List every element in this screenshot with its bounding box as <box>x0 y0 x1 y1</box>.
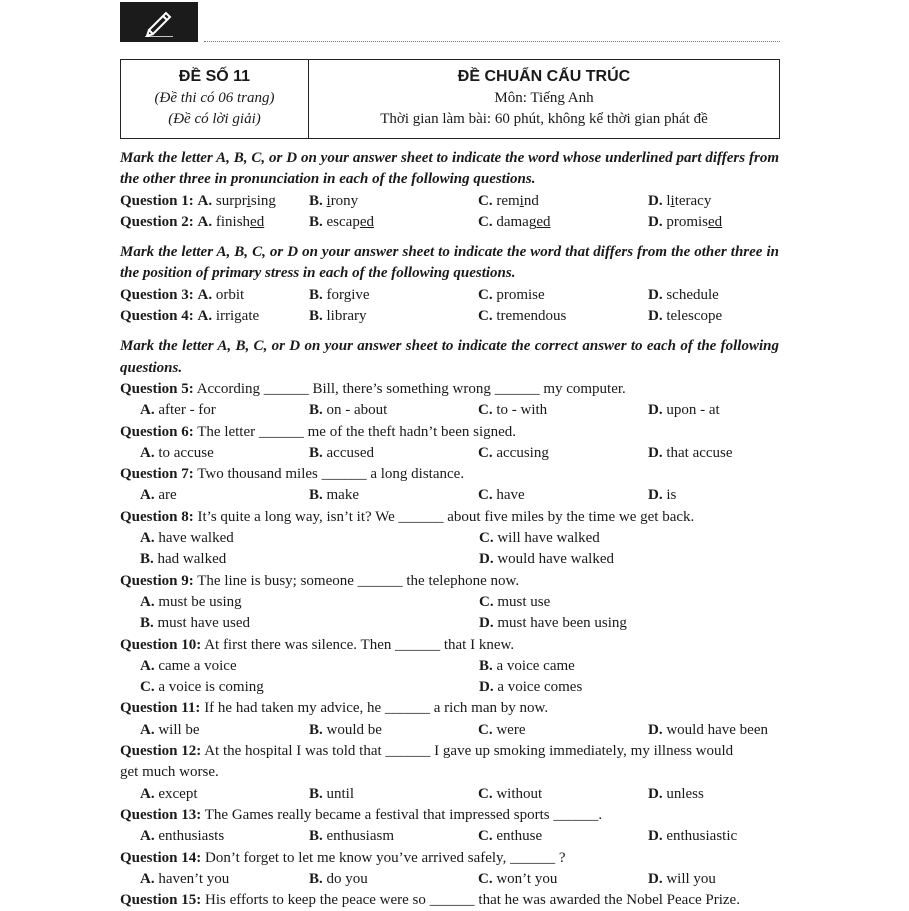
option-a: Question 1: A. surprising <box>120 192 276 209</box>
option-a: A. came a voice <box>140 657 237 674</box>
option-b: B. irony <box>309 192 359 209</box>
question-6 <box>120 422 779 443</box>
option-d: D. promised <box>648 213 723 230</box>
question-14 <box>120 848 779 869</box>
options-8-row2 <box>120 549 779 570</box>
question-label: Question 5: <box>120 380 194 397</box>
option-b: B. would be <box>309 721 382 738</box>
option-d: D. a voice comes <box>479 679 583 696</box>
option-a: Question 2: A. finished <box>120 213 265 230</box>
solution-note: (Đề có lời giải) <box>168 111 261 127</box>
options-11 <box>120 720 779 741</box>
option-c: C. were <box>478 721 526 738</box>
question-label: Question 12: <box>120 743 202 760</box>
question-13 <box>120 805 779 826</box>
option-d: D. will you <box>648 870 716 887</box>
option-b: B. had walked <box>140 551 227 568</box>
option-d: D. literacy <box>648 192 712 209</box>
option-a: A. to accuse <box>140 444 214 461</box>
question-8 <box>120 507 779 528</box>
option-c: C. accusing <box>478 444 549 461</box>
subject: Môn: Tiếng Anh <box>494 90 594 106</box>
header-right <box>309 60 779 138</box>
options-9-row1 <box>120 592 779 613</box>
option-d: D. upon - at <box>648 402 720 419</box>
option-b: B. library <box>309 308 367 325</box>
time-limit: Thời gian làm bài: 60 phút, không kể thời gian phát đề <box>380 111 708 127</box>
option-d: D. must have been using <box>479 615 627 632</box>
question-label: Question 7: <box>120 466 194 483</box>
instruction-correct-answer: Mark the letter A, B, C, or D on your answer sheet to indicate the correct answer to each of the following questions. <box>120 338 779 376</box>
option-a: A. have walked <box>140 530 234 547</box>
options-9-row2 <box>120 613 779 634</box>
question-1 <box>120 191 779 212</box>
option-b: B. accused <box>309 444 374 461</box>
options-6 <box>120 443 779 464</box>
option-d: D. telescope <box>648 308 723 325</box>
option-b: B. escaped <box>309 213 374 230</box>
option-d: D. schedule <box>648 286 719 303</box>
option-b: B. forgive <box>309 286 370 303</box>
option-c: C. have <box>478 487 525 504</box>
question-12-cont: get much worse. <box>120 764 219 781</box>
question-label: Question 13: <box>120 806 202 823</box>
question-text: It’s quite a long way, isn’t it? We ______ about five miles by the time we get back. <box>193 508 695 525</box>
question-7 <box>120 464 779 485</box>
option-c: C. to - with <box>478 402 548 419</box>
option-b: B. do you <box>309 870 368 887</box>
question-label: Question 3: <box>120 286 194 303</box>
question-text: The line is busy; someone ______ the telephone now. <box>193 572 520 589</box>
option-c: C. won’t you <box>478 870 558 887</box>
options-12 <box>120 784 779 805</box>
option-c: C. will have walked <box>479 530 600 547</box>
option-c: C. without <box>478 785 543 802</box>
exam-header <box>120 59 780 139</box>
option-c: C. enthuse <box>478 828 543 845</box>
question-label: Question 8: <box>120 508 194 525</box>
question-text: Don’t forget to let me know you’ve arrived safely, ______ ? <box>201 849 566 866</box>
question-9 <box>120 571 779 592</box>
options-13 <box>120 826 779 847</box>
question-text: The letter ______ me of the theft hadn’t been signed. <box>193 423 517 440</box>
question-label: Question 10: <box>120 636 202 653</box>
exam-number: ĐỀ SỐ 11 <box>178 68 251 85</box>
option-a: Question 3: A. orbit <box>120 286 245 303</box>
option-b: B. on - about <box>309 402 388 419</box>
option-a: A. will be <box>140 721 200 738</box>
option-a: A. are <box>140 487 177 504</box>
options-14 <box>120 869 779 890</box>
option-b: B. enthusiasm <box>309 828 395 845</box>
question-label: Question 14: <box>120 849 202 866</box>
question-text: Two thousand miles ______ a long distance. <box>193 466 465 483</box>
option-a: A. must be using <box>140 593 242 610</box>
instruction-pronunciation: Mark the letter A, B, C, or D on your answer sheet to indicate the word whose underlined part differs from the other three in pronunciation in each of the following questions. <box>120 150 779 188</box>
question-label: Question 6: <box>120 423 194 440</box>
question-10 <box>120 635 779 656</box>
question-text: At the hospital I was told that ______ I gave up smoking immediately, my illness would <box>201 743 734 760</box>
options-7 <box>120 485 779 506</box>
pencil-icon <box>142 7 176 37</box>
option-d: D. that accuse <box>648 444 733 461</box>
option-d: D. enthusiastic <box>648 828 738 845</box>
question-3 <box>120 285 779 306</box>
question-label: Question 9: <box>120 572 194 589</box>
question-12 <box>120 741 779 762</box>
question-2 <box>120 212 779 233</box>
question-5 <box>120 379 779 400</box>
question-label: Question 15: <box>120 892 202 909</box>
divider-dotted <box>204 41 780 42</box>
option-d: D. unless <box>648 785 704 802</box>
option-d: D. would have been <box>648 721 768 738</box>
option-c: C. damaged <box>478 213 551 230</box>
header-left <box>121 60 309 138</box>
question-text: His efforts to keep the peace were so ______ that he was awarded the Nobel Peace Prize. <box>201 892 740 909</box>
options-8-row1 <box>120 528 779 549</box>
options-10-row2 <box>120 677 779 698</box>
option-a: Question 4: A. irrigate <box>120 308 260 325</box>
question-11 <box>120 698 779 719</box>
option-b: B. must have used <box>140 615 250 632</box>
option-c: C. a voice is coming <box>140 679 264 696</box>
pencil-logo <box>120 2 198 42</box>
question-text: At first there was silence. Then ______ that I knew. <box>201 636 515 653</box>
question-label: Question 1: <box>120 192 194 209</box>
option-b: B. make <box>309 487 359 504</box>
option-b: B. until <box>309 785 355 802</box>
page-count: (Đề thi có 06 trang) <box>154 90 275 106</box>
instruction-stress: Mark the letter A, B, C, or D on your answer sheet to indicate the word that differs from the other three in the position of primary stress in each of the following questions. <box>120 244 779 282</box>
question-label: Question 11: <box>120 700 201 717</box>
option-c: C. promise <box>478 286 545 303</box>
exam-title: ĐỀ CHUẨN CẤU TRÚC <box>457 68 631 85</box>
question-text: The Games really became a festival that impressed sports ______. <box>201 806 603 823</box>
option-c: C. tremendous <box>478 308 567 325</box>
option-d: D. is <box>648 487 677 504</box>
option-a: A. after - for <box>140 402 216 419</box>
options-5 <box>120 400 779 421</box>
option-c: C. remind <box>478 192 539 209</box>
option-d: D. would have walked <box>479 551 614 568</box>
question-4 <box>120 306 779 327</box>
option-b: B. a voice came <box>479 657 575 674</box>
option-c: C. must use <box>479 593 551 610</box>
exam-content <box>120 148 779 911</box>
question-text: According ______ Bill, there’s something wrong ______ my computer. <box>193 380 626 397</box>
question-text: If he had taken my advice, he ______ a rich man by now. <box>200 700 549 717</box>
option-a: A. haven’t you <box>140 870 230 887</box>
question-15 <box>120 890 779 911</box>
question-label: Question 2: <box>120 213 194 230</box>
options-10-row1 <box>120 656 779 677</box>
question-label: Question 4: <box>120 308 194 325</box>
option-a: A. except <box>140 785 198 802</box>
option-a: A. enthusiasts <box>140 828 225 845</box>
